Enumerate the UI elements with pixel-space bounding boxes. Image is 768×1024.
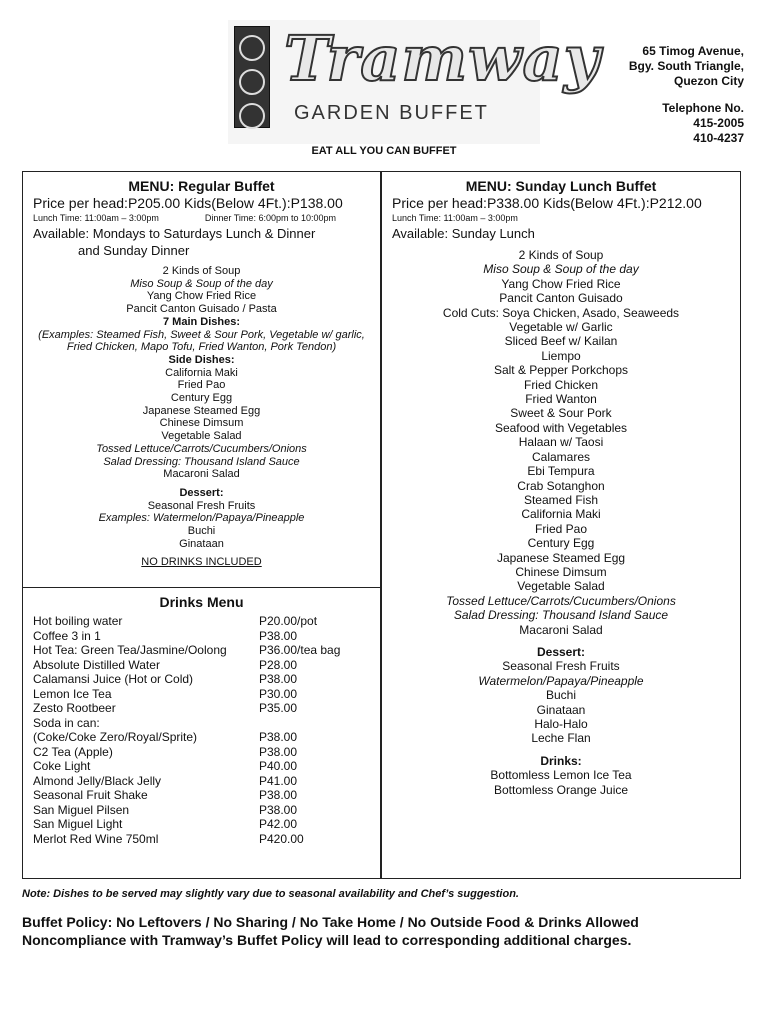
availability-line: Available: Mondays to Saturdays Lunch & Dinner [33, 226, 316, 241]
menu-item: Salad Dressing: Thousand Island Sauce [453, 608, 669, 623]
menu-item: Calamares [531, 449, 591, 464]
drink-name: Coke Light [33, 759, 91, 773]
phone-number: 415-2005 [693, 116, 744, 130]
drink-name: Merlot Red Wine 750ml [33, 831, 159, 846]
drink-price: P38.00 [259, 744, 298, 759]
drink-row [33, 672, 380, 687]
drink-price: P38.00 [259, 788, 298, 802]
tagline: EAT ALL YOU CAN BUFFET [311, 145, 457, 157]
sunday-title: MENU: Sunday Lunch Buffet [465, 178, 657, 194]
drink-price: P38.00 [259, 802, 298, 817]
drinks-list [33, 614, 380, 846]
menu-item: 2 Kinds of Soup [518, 248, 604, 262]
menu-item: Japanese Steamed Egg [142, 404, 261, 417]
menu-item: Steamed Fish [523, 492, 599, 507]
tramway-logo [228, 20, 601, 144]
drink-name: Hot boiling water [33, 614, 123, 628]
menu-item: Chinese Dimsum [515, 564, 607, 579]
menu-item: Macaroni Salad [163, 468, 240, 481]
drinks-menu-panel [22, 587, 381, 879]
menu-item: Crab Sotanghon [517, 478, 605, 493]
availability-line: and Sunday Dinner [78, 243, 190, 258]
drink-name: Coffee 3 in 1 [33, 628, 101, 643]
menu-item: Seasonal Fresh Fruits [502, 659, 620, 674]
buffet-policy [22, 913, 639, 949]
drink-name: Lemon Ice Tea [33, 686, 112, 701]
drink-name: Soda in can: [33, 715, 100, 730]
sunday-dishes [382, 277, 740, 594]
drink-price: P40.00 [259, 759, 298, 773]
drink-row [33, 614, 380, 629]
menu-item: Fried Chicken, Mapo Tofu, Fried Wanton, Pork Tendon) [66, 341, 337, 354]
lunch-time: Lunch Time: 11:00am – 3:00pm [33, 213, 159, 223]
drink-price: P36.00/tea bag [259, 643, 341, 657]
policy-line: Noncompliance with Tramway’s Buffet Policy will lead to corresponding additional charges. [22, 932, 632, 948]
section-heading: Drinks: [540, 753, 582, 768]
drink-name: Zesto Rootbeer [33, 701, 116, 715]
menu-item: Yang Chow Fried Rice [146, 290, 257, 303]
regular-price: Price per head:P205.00 Kids(Below 4Ft.):P138.00 [33, 195, 343, 211]
menu-item: Sweet & Sour Pork [510, 406, 612, 421]
drink-name: C2 Tea (Apple) [33, 744, 113, 759]
sunday-buffet-panel [381, 171, 741, 879]
menu-item: Tossed Lettuce/Carrots/Cucumbers/Onions [446, 593, 676, 608]
regular-title: MENU: Regular Buffet [128, 178, 275, 194]
menu-item: Century Egg [527, 536, 595, 551]
drink-name: Almond Jelly/Black Jelly [33, 773, 162, 788]
menu-item: Vegetable Salad [517, 579, 605, 594]
section-heading: Side Dishes: [168, 353, 235, 366]
drink-row [33, 817, 380, 832]
sunday-lunch-time: Lunch Time: 11:00am – 3:00pm [392, 213, 518, 223]
section-heading: 7 Main Dishes: [162, 315, 241, 328]
menu-item: Yang Chow Fried Rice [501, 276, 621, 291]
menu-item: Watermelon/Papaya/Pineapple [478, 673, 644, 688]
regular-times [23, 213, 380, 223]
menu-item: (Examples: Steamed Fish, Sweet & Sour Pork, Vegetable w/ garlic, [38, 328, 365, 341]
menu-item: Ebi Tempura [527, 464, 595, 479]
menu-item: Buchi [187, 525, 216, 538]
menu-item: Seafood with Vegetables [494, 420, 628, 435]
menu-item: Examples: Watermelon/Papaya/Pineapple [98, 512, 305, 525]
drink-name: San Miguel Light [33, 817, 123, 831]
drink-row [33, 832, 380, 847]
regular-availability [23, 225, 380, 259]
menu-item: 2 Kinds of Soup [162, 265, 241, 277]
menu-item: Fried Wanton [525, 392, 597, 407]
menu-item: Ginataan [536, 702, 586, 717]
menu-item: Salt & Pepper Porkchops [493, 363, 629, 378]
drink-row [33, 803, 380, 818]
menu-item: Liempo [541, 348, 581, 363]
drink-price: P28.00 [259, 657, 298, 672]
menu-item: Halaan w/ Taosi [518, 435, 604, 450]
address-line: Bgy. South Triangle, [628, 59, 744, 73]
logo-wordmark: Tramway [284, 22, 601, 95]
menu-item: Salad Dressing: Thousand Island Sauce [103, 455, 300, 468]
menu-item: Miso Soup & Soup of the day [483, 262, 639, 277]
phone-number: 410-4237 [693, 131, 744, 145]
drink-name: Seasonal Fruit Shake [33, 788, 148, 802]
logo-emblem-icon [234, 26, 270, 128]
regular-buffet-panel [22, 171, 381, 588]
policy-line: Buffet Policy: No Leftovers / No Sharing / No Take Home / No Outside Food & Drinks Allowed [22, 914, 639, 930]
section-heading: Dessert: [179, 486, 224, 499]
sunday-availability: Available: Sunday Lunch [392, 226, 535, 241]
menu-item: Leche Flan [531, 731, 591, 746]
drink-price: P41.00 [259, 773, 298, 788]
drink-name: Absolute Distilled Water [33, 657, 160, 672]
menu-item: Chinese Dimsum [159, 417, 244, 430]
sunday-menu-list [382, 248, 740, 797]
drink-price: P420.00 [259, 831, 304, 846]
menu-item: Vegetable w/ Garlic [509, 320, 613, 335]
menu-item: Pancit Canton Guisado / Pasta [126, 303, 277, 316]
menu-item: Vegetable Salad [161, 430, 242, 443]
drink-price: P38.00 [259, 672, 298, 686]
drink-row [33, 745, 380, 760]
phone-label: Telephone No. [662, 101, 744, 115]
drink-row [33, 716, 380, 731]
seasonal-note: Note: Dishes to be served may slightly vary due to seasonal availability and Chef’s suggestion. [22, 888, 519, 900]
drink-row [33, 774, 380, 789]
drink-name: (Coke/Coke Zero/Royal/Sprite) [33, 730, 198, 744]
drinks-title: Drinks Menu [159, 594, 244, 610]
drink-price: P20.00/pot [259, 614, 318, 628]
menu-item: California Maki [165, 366, 238, 379]
drink-price: P42.00 [259, 817, 298, 831]
address-line: 65 Timog Avenue, [642, 44, 744, 58]
drink-name: Hot Tea: Green Tea/Jasmine/Oolong [33, 643, 227, 657]
drink-price: P38.00 [259, 730, 298, 744]
menu-item: California Maki [521, 507, 601, 522]
logo-subtitle: GARDEN BUFFET [294, 102, 489, 124]
menu-item: Tossed Lettuce/Carrots/Cucumbers/Onions [96, 442, 307, 455]
menu-item: Cold Cuts: Soya Chicken, Asado, Seaweeds [442, 305, 680, 320]
menu-item: Fried Pao [534, 521, 588, 536]
menu-item: Sliced Beef w/ Kailan [504, 334, 618, 349]
no-drinks-notice: NO DRINKS INCLUDED [141, 556, 262, 569]
address-block [629, 44, 744, 146]
menu-item: Macaroni Salad [519, 622, 603, 637]
drink-row [33, 759, 380, 774]
menu-item: Fried Pao [177, 379, 226, 392]
drink-row [33, 658, 380, 673]
menu-item: Bottomless Orange Juice [493, 782, 629, 797]
menu-item: Seasonal Fresh Fruits [147, 499, 256, 512]
menu-item: Japanese Steamed Egg [496, 550, 626, 565]
drink-name: San Miguel Pilsen [33, 802, 130, 817]
section-heading: Dessert: [536, 644, 586, 659]
drink-row [33, 730, 380, 745]
drink-row [33, 687, 380, 702]
drink-row [33, 643, 380, 658]
drink-row [33, 701, 380, 716]
address-line: Quezon City [673, 74, 744, 88]
menu-item: Pancit Canton Guisado [499, 291, 623, 306]
menu-item: Fried Chicken [523, 377, 599, 392]
sunday-price: Price per head:P338.00 Kids(Below 4Ft.):P212.00 [392, 195, 702, 211]
drink-price: P38.00 [259, 628, 298, 643]
dinner-time: Dinner Time: 6:00pm to 10:00pm [204, 213, 336, 223]
drink-price: P30.00 [259, 686, 298, 701]
menu-item: Miso Soup & Soup of the day [130, 277, 273, 290]
menu-item: Ginataan [179, 537, 224, 550]
drink-row [33, 629, 380, 644]
menu-item: Bottomless Lemon Ice Tea [490, 768, 632, 783]
menu-item: Buchi [545, 688, 577, 703]
menu-item: Century Egg [170, 392, 233, 405]
drink-row [33, 788, 380, 803]
drink-price: P35.00 [259, 701, 298, 715]
menu-item: Halo-Halo [534, 717, 588, 731]
regular-menu-list [23, 265, 380, 569]
drink-name: Calamansi Juice (Hot or Cold) [33, 672, 194, 686]
